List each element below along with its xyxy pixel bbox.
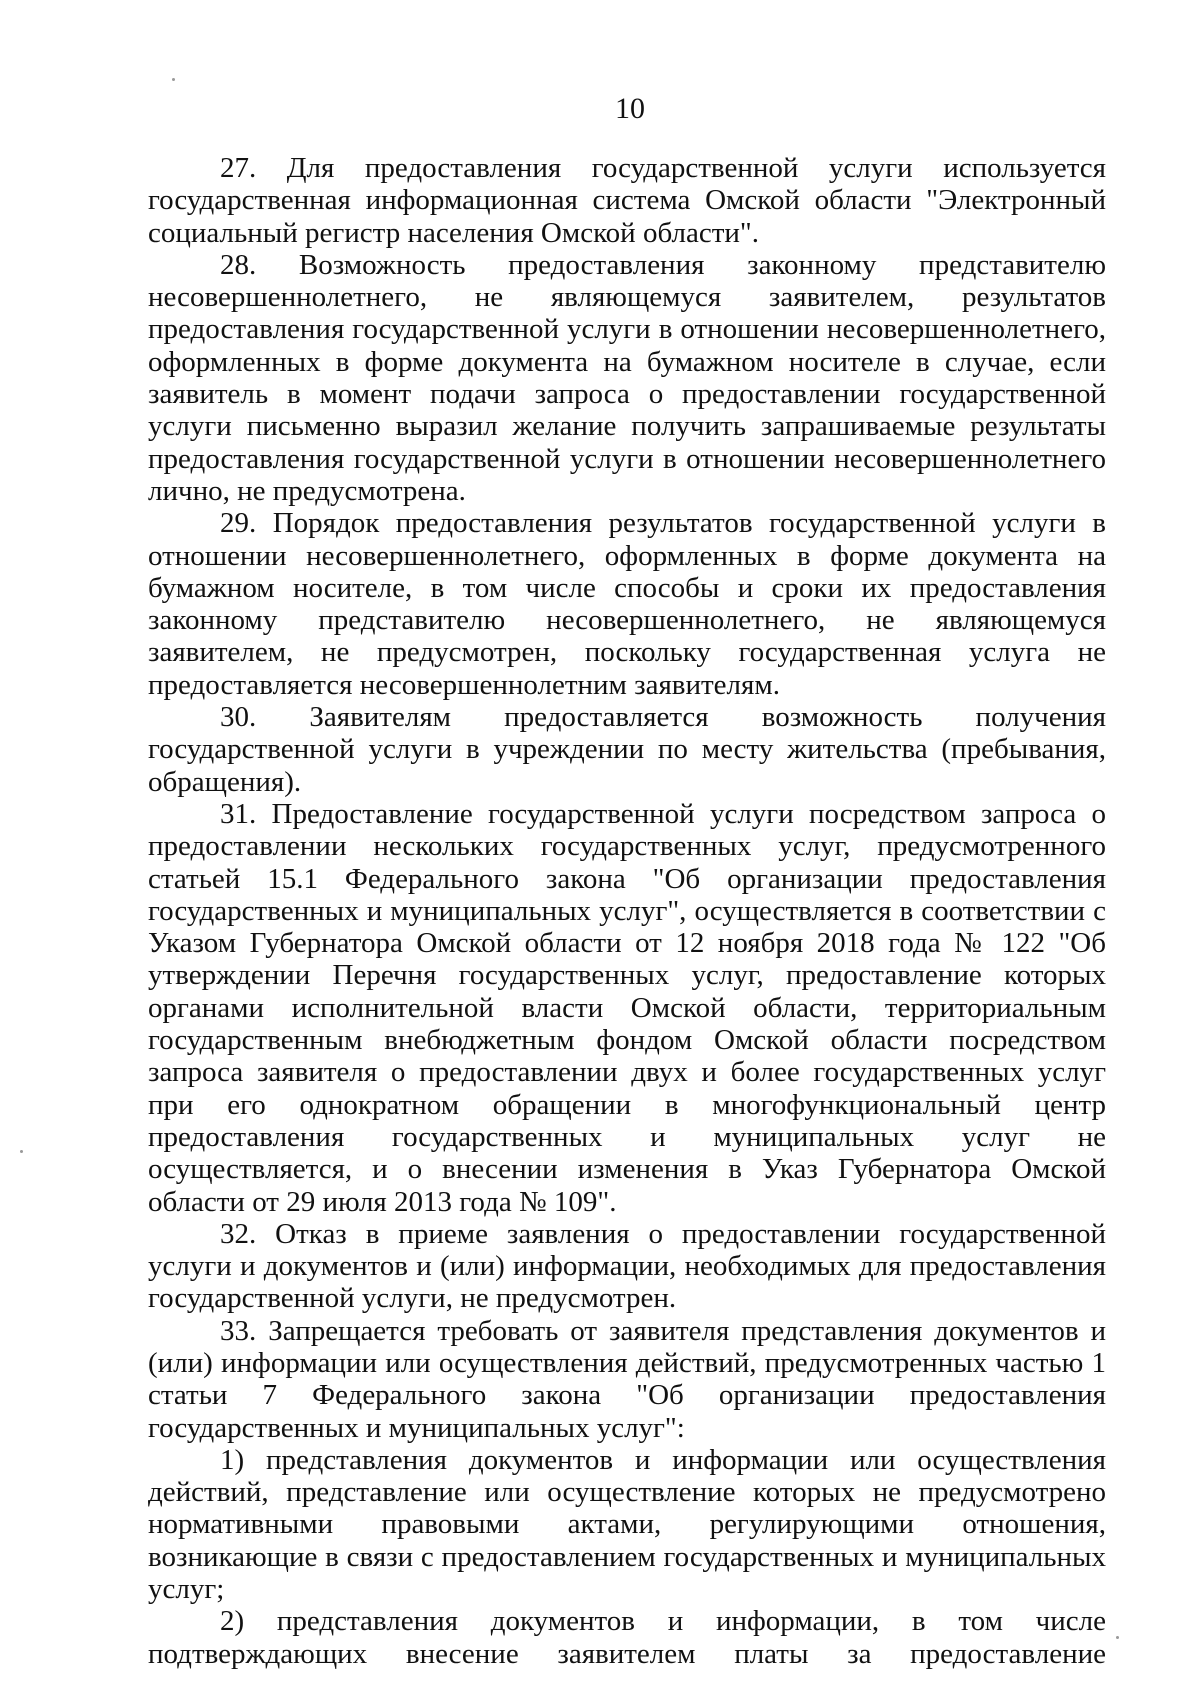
paragraph-31: 31. Предоставление государственной услуги посредством запроса о предоставлении нескольких государственных услуг, предусмотренного статьей 15.1 Федерального закона "Об организации предоставления государственных и муниципальных услуг", осуществляется в соответствии с Указом Губернатора Омской области от 12 ноября 2018 года № 122 "Об утверждении Перечня государственных услуг, предоставление которых органами исполнительной власти Омской области, территориальным государственным внебюджетным фондом Омской области посредством запроса заявителя о предоставлении двух и более государственных услуг при его однократном обращении в многофункциональный центр предоставления государственных и муниципальных услуг не осуществляется, и о внесении изменения в Указ Губернатора Омской области от 29 июля 2013 года № 109".	[148, 797, 1106, 1218]
paragraph-27: 27. Для предоставления государственной услуги используется государственная информационная система Омской области "Электронный социальный регистр населения Омской области".	[148, 152, 1106, 249]
paragraph-32: 32. Отказ в приеме заявления о предоставлении государственной услуги и документов и (или) информации, необходимых для предоставления государственной услуги, не предусмотрен.	[148, 1217, 1106, 1315]
paragraph-28: 28. Возможность предоставления законному представителю несовершеннолетнего, не являющемуся заявителем, результатов предоставления государственной услуги в отношении несовершеннолетнего, оформленных в форме документа на бумажном носителе в случае, если заявитель в момент подачи запроса о предоставлении государственной услуги письменно выразил желание получить запрашиваемые результаты предоставления государственной услуги в отношении несовершеннолетнего лично, не предусмотрена.	[148, 248, 1106, 507]
paragraph-29: 29. Порядок предоставления результатов государственной услуги в отношении несовершеннолетнего, оформленных в форме документа на бумажном носителе, в том числе способы и сроки их предоставления законному представителю несовершеннолетнего, не являющемуся заявителем, не предусмотрен, поскольку государственная услуга не предоставляется несовершеннолетним заявителям.	[148, 507, 1106, 701]
paragraph-30: 30. Заявителям предоставляется возможность получения государственной услуги в учреждении по месту жительства (пребывания, обращения).	[148, 701, 1106, 798]
paragraph-33: 33. Запрещается требовать от заявителя представления документов и (или) информации или осуществления действий, предусмотренных частью 1 статьи 7 Федерального закона "Об организации предоставления государственных и муниципальных услуг":	[148, 1314, 1106, 1444]
scan-speck	[1116, 1636, 1119, 1639]
page-number: 10	[615, 92, 645, 125]
document-body	[148, 152, 1106, 1670]
list-item-1: 1) представления документов и информации или осуществления действий, представление или осуществление которых не предусмотрено нормативными правовыми актами, регулирующими отношения, возникающие в связи с предоставлением государственных и муниципальных услуг;	[148, 1443, 1106, 1606]
scan-speck	[172, 78, 175, 81]
list-item-2: 2) представления документов и информации, в том числе подтверждающих внесение заявителем платы за предоставление	[148, 1605, 1106, 1670]
scan-speck	[20, 1150, 23, 1153]
